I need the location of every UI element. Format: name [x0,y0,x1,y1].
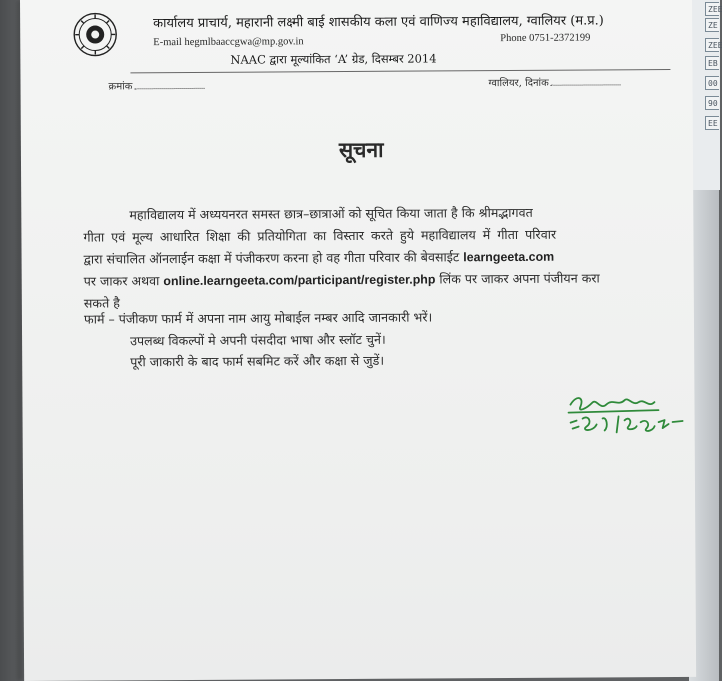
background-code-6: EE [705,116,719,130]
notice-sheet [20,0,696,681]
college-name: कार्यालय प्राचार्य, महारानी लक्ष्मी बाई शासकीय कला एवं वाणिज्य महाविद्यालय, ग्वालियर (म.प्र.) [153,13,604,32]
notice-heading: सूचना [338,137,384,163]
background-code-4: 00 [705,76,719,90]
notice-line-1: महाविद्यालय में अध्ययनरत समस्त छात्र–छात्राओं को सूचित किया जाता है कि श्रीमद्भागवत [129,204,533,223]
notice-line-3 [84,246,555,271]
background-code-3: EB [705,56,719,70]
register-url-link[interactable]: online.learngeeta.com/participant/register.php [163,272,436,289]
accreditation-line: NAAC द्वारा मूल्यांकित ‘A’ ग्रेड, दिसम्बर 2014 [230,51,437,67]
reference-number-field [108,78,204,93]
instruction-language: उपलब्ध विकल्पों मे अपनी पंसदीदा भाषा और स्लॉट चुनें। [130,331,386,349]
notice-line-3-text: द्वारा संचालित ऑनलाईन कक्षा में पंजीकरण करना हो वह गीता परिवार की बेवसाईट [83,249,464,267]
college-phone: Phone 0751-2372199 [500,32,591,45]
reference-label: क्रमांक [108,81,133,93]
background-code-1: ZE [705,18,719,32]
college-email: E-mail hegmlbaaccgwa@mp.gov.in [153,36,304,49]
notice-line-4 [84,267,600,292]
background-code-5: 90 [705,96,719,110]
place-date-field [488,74,620,89]
header-divider [130,69,670,73]
background-code-2: ZEE [705,38,719,52]
notice-line-4-text: पर जाकर अथवा [83,273,164,289]
instruction-submit: पूरी जाकारी के बाद फार्म सबमिट करें और कक्षा से जुडें। [130,352,385,370]
date-blank [551,84,621,85]
notice-line-2: गीता एवं मूल्य आधारित शिक्षा की प्रतियोगिता का विस्तार करते हुये महाविद्यालय में गीता परिवार [83,226,557,245]
college-emblem-icon [72,11,118,57]
website-link[interactable]: learngeeta.com [463,249,555,265]
principal-signature-icon [562,388,692,444]
notice-line-4-tail: लिंक पर जाकर अपना पंजीयन करा [435,270,600,287]
reference-blank [134,88,204,89]
notice-line-5: सकते है [83,295,120,311]
instruction-form: फार्म – पंजीकण फार्म में अपना नाम आयु मोबाईल नम्बर आदि जानकारी भरें। [83,309,433,327]
background-code-0: ZEE [705,2,719,16]
place-date-label: ग्वालियर, दिनांक [488,77,549,90]
